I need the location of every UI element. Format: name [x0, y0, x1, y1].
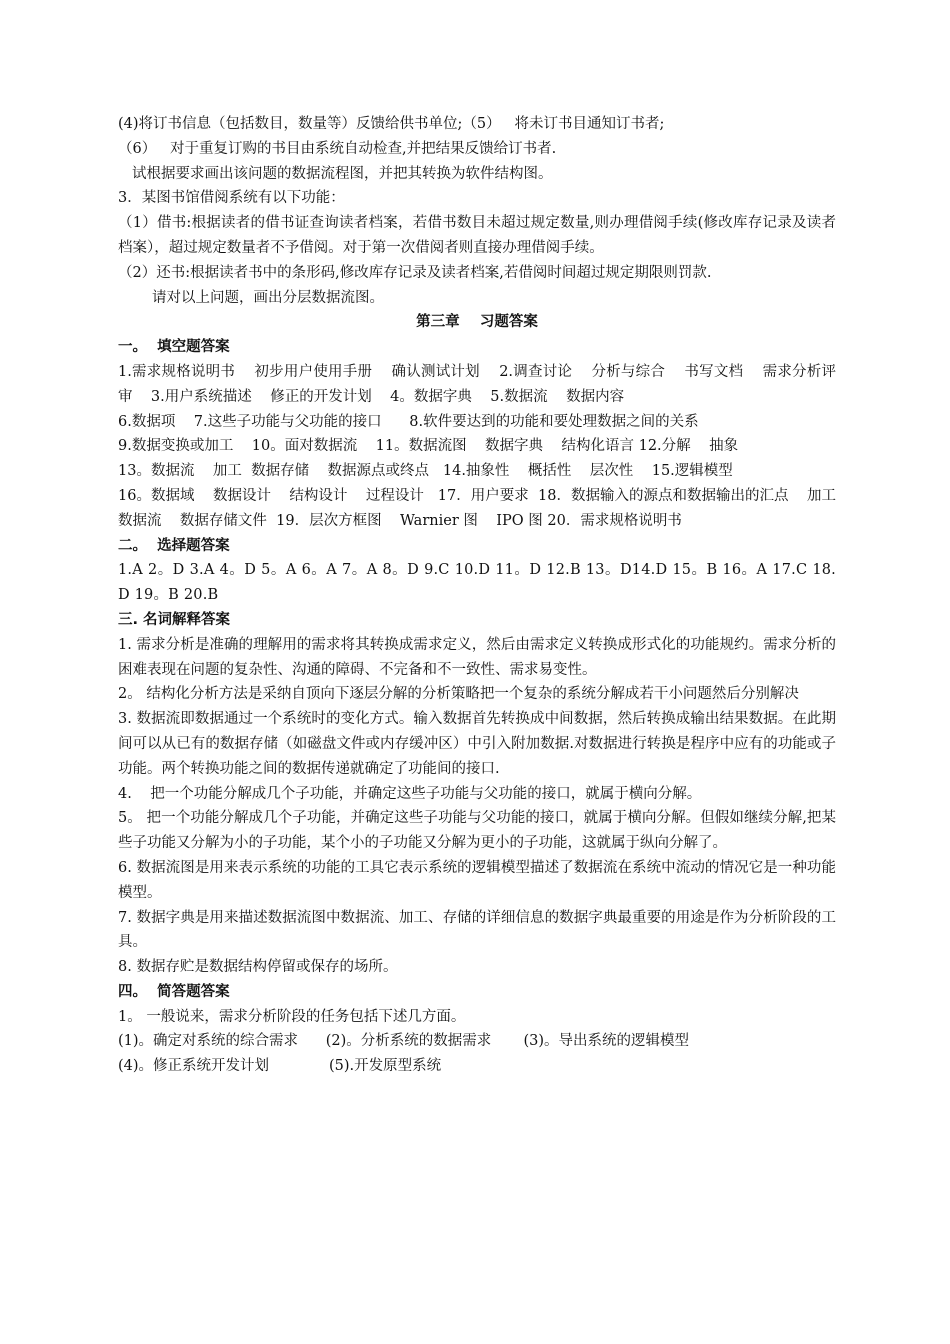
section-4-paragraph-1: 1。 一般说来，需求分析阶段的任务包括下述几方面。: [118, 1008, 466, 1025]
section-3-paragraph-7: 7. 数据字典是用来描述数据流图中数据流、加工、存储的详细信息的数据字典最重要的用途是作为分析阶段的工具。: [118, 909, 836, 951]
section-3-paragraph-2: 2。 结构化分析方法是采纳自顶向下逐层分解的分析策略把一个复杂的系统分解成若干小问题然后分别解决: [118, 686, 799, 703]
document-body: [118, 112, 855, 1079]
section-4-paragraph-3: (4)。修正系统开发计划 (5).开发原型系统: [118, 1058, 442, 1075]
intro-line-7: 请对以上问题，画出分层数据流图。: [152, 289, 384, 306]
intro-line-3: 试根据要求画出该问题的数据流程图，并把其转换为软件结构图。: [132, 165, 553, 182]
section-3-paragraph-5: 5。 把一个功能分解成几个子功能，并确定这些子功能与父功能的接口，就属于横向分解。但假如继续分解,把某些子功能又分解为小的子功能，某个小的子功能又分解为更小的子功能，这就属于纵向分解了。: [118, 810, 836, 852]
section-3-paragraph-1: 1. 需求分析是准确的理解用的需求将其转换成需求定义，然后由需求定义转换成形式化的功能规约。需求分析的困难表现在问题的复杂性、沟通的障碍、不完备和不一致性、需求易变性。: [118, 636, 836, 678]
intro-line-2: （6） 对于重复订购的书目由系统自动检查,并把结果反馈给订书者.: [118, 140, 557, 157]
section-1-heading: 一。 填空题答案: [118, 339, 230, 356]
section-1-paragraph-5: 16。数据域 数据设计 结构设计 过程设计 17．用户要求 18．数据输入的源点和数据输出的汇点 加工 数据流 数据存储文件 19．层次方框图 Warnier 图 IPO 图 20．需求规格说明书: [118, 487, 855, 529]
section-3-paragraph-3: 3. 数据流即数据通过一个系统时的变化方式。输入数据首先转换成中间数据，然后转换成输出结果数据。在此期间可以从已有的数据存储（如磁盘文件或内存缓冲区）中引入附加数据.对数据进行转换是程序中应有的功能或子功能。两个转换功能之间的数据传递就确定了功能间的接口.: [118, 711, 836, 777]
section-2-heading: 二。 选择题答案: [118, 537, 230, 554]
section-3-paragraph-4: 4. 把一个功能分解成几个子功能，并确定这些子功能与父功能的接口，就属于横向分解。: [118, 785, 702, 802]
section-4-heading: 四。 简答题答案: [118, 983, 230, 1000]
intro-line-4: 3．某图书馆借阅系统有以下功能：: [118, 190, 345, 207]
section-1-paragraph-3: 9.数据变换或加工 10。面对数据流 11。数据流图 数据字典 结构化语言 12.分解 抽象: [118, 438, 739, 455]
section-3-heading: 三. 名词解释答案: [118, 611, 231, 628]
intro-line-1: (4)将订书信息（包括数目，数量等）反馈给供书单位;（5） 将未订书目通知订书者;: [118, 116, 665, 132]
section-3-paragraph-8: 8. 数据存贮是数据结构停留或保存的场所。: [118, 959, 398, 976]
section-3-paragraph-6: 6. 数据流图是用来表示系统的功能的工具它表示系统的逻辑模型描述了数据流在系统中流动的情况它是一种功能模型。: [118, 859, 836, 901]
section-4-paragraph-2: (1)。确定对系统的综合需求 (2)。分析系统的数据需求 (3)。导出系统的逻辑模型: [118, 1033, 690, 1050]
intro-line-6: （2）还书:根据读者书中的条形码,修改库存记录及读者档案,若借阅时间超过规定期限则罚款.: [118, 264, 712, 281]
intro-line-5: （1）借书:根据读者的借书证查询读者档案，若借书数目未超过规定数量,则办理借阅手续(修改库存记录及读者档案），超过规定数量者不予借阅。对于第一次借阅者则直接办理借阅手续。: [118, 215, 836, 256]
section-1-paragraph-1: 1.需求规格说明书 初步用户使用手册 确认测试计划 2.调查讨论 分析与综合 书写文档 需求分析评审 3.用户系统描述 修正的开发计划 4。数据字典 5.数据流 数据内容: [118, 363, 836, 405]
section-1-paragraph-2: 6.数据项 7.这些子功能与父功能的接口 8.软件要达到的功能和要处理数据之间的关系: [118, 413, 699, 430]
section-2-answers: 1.A 2。D 3.A 4。D 5。A 6。A 7。A 8。D 9.C 10.D 11。D 12.B 13。D14.D 15。B 16。A 17.C 18.D 19。B 20.B: [118, 562, 836, 604]
section-1-paragraph-4: 13。数据流 加工 数据存储 数据源点或终点 14.抽象性 概括性 层次性 15.逻辑模型: [118, 463, 733, 480]
chapter-title: 第三章 习题答案: [416, 314, 538, 331]
